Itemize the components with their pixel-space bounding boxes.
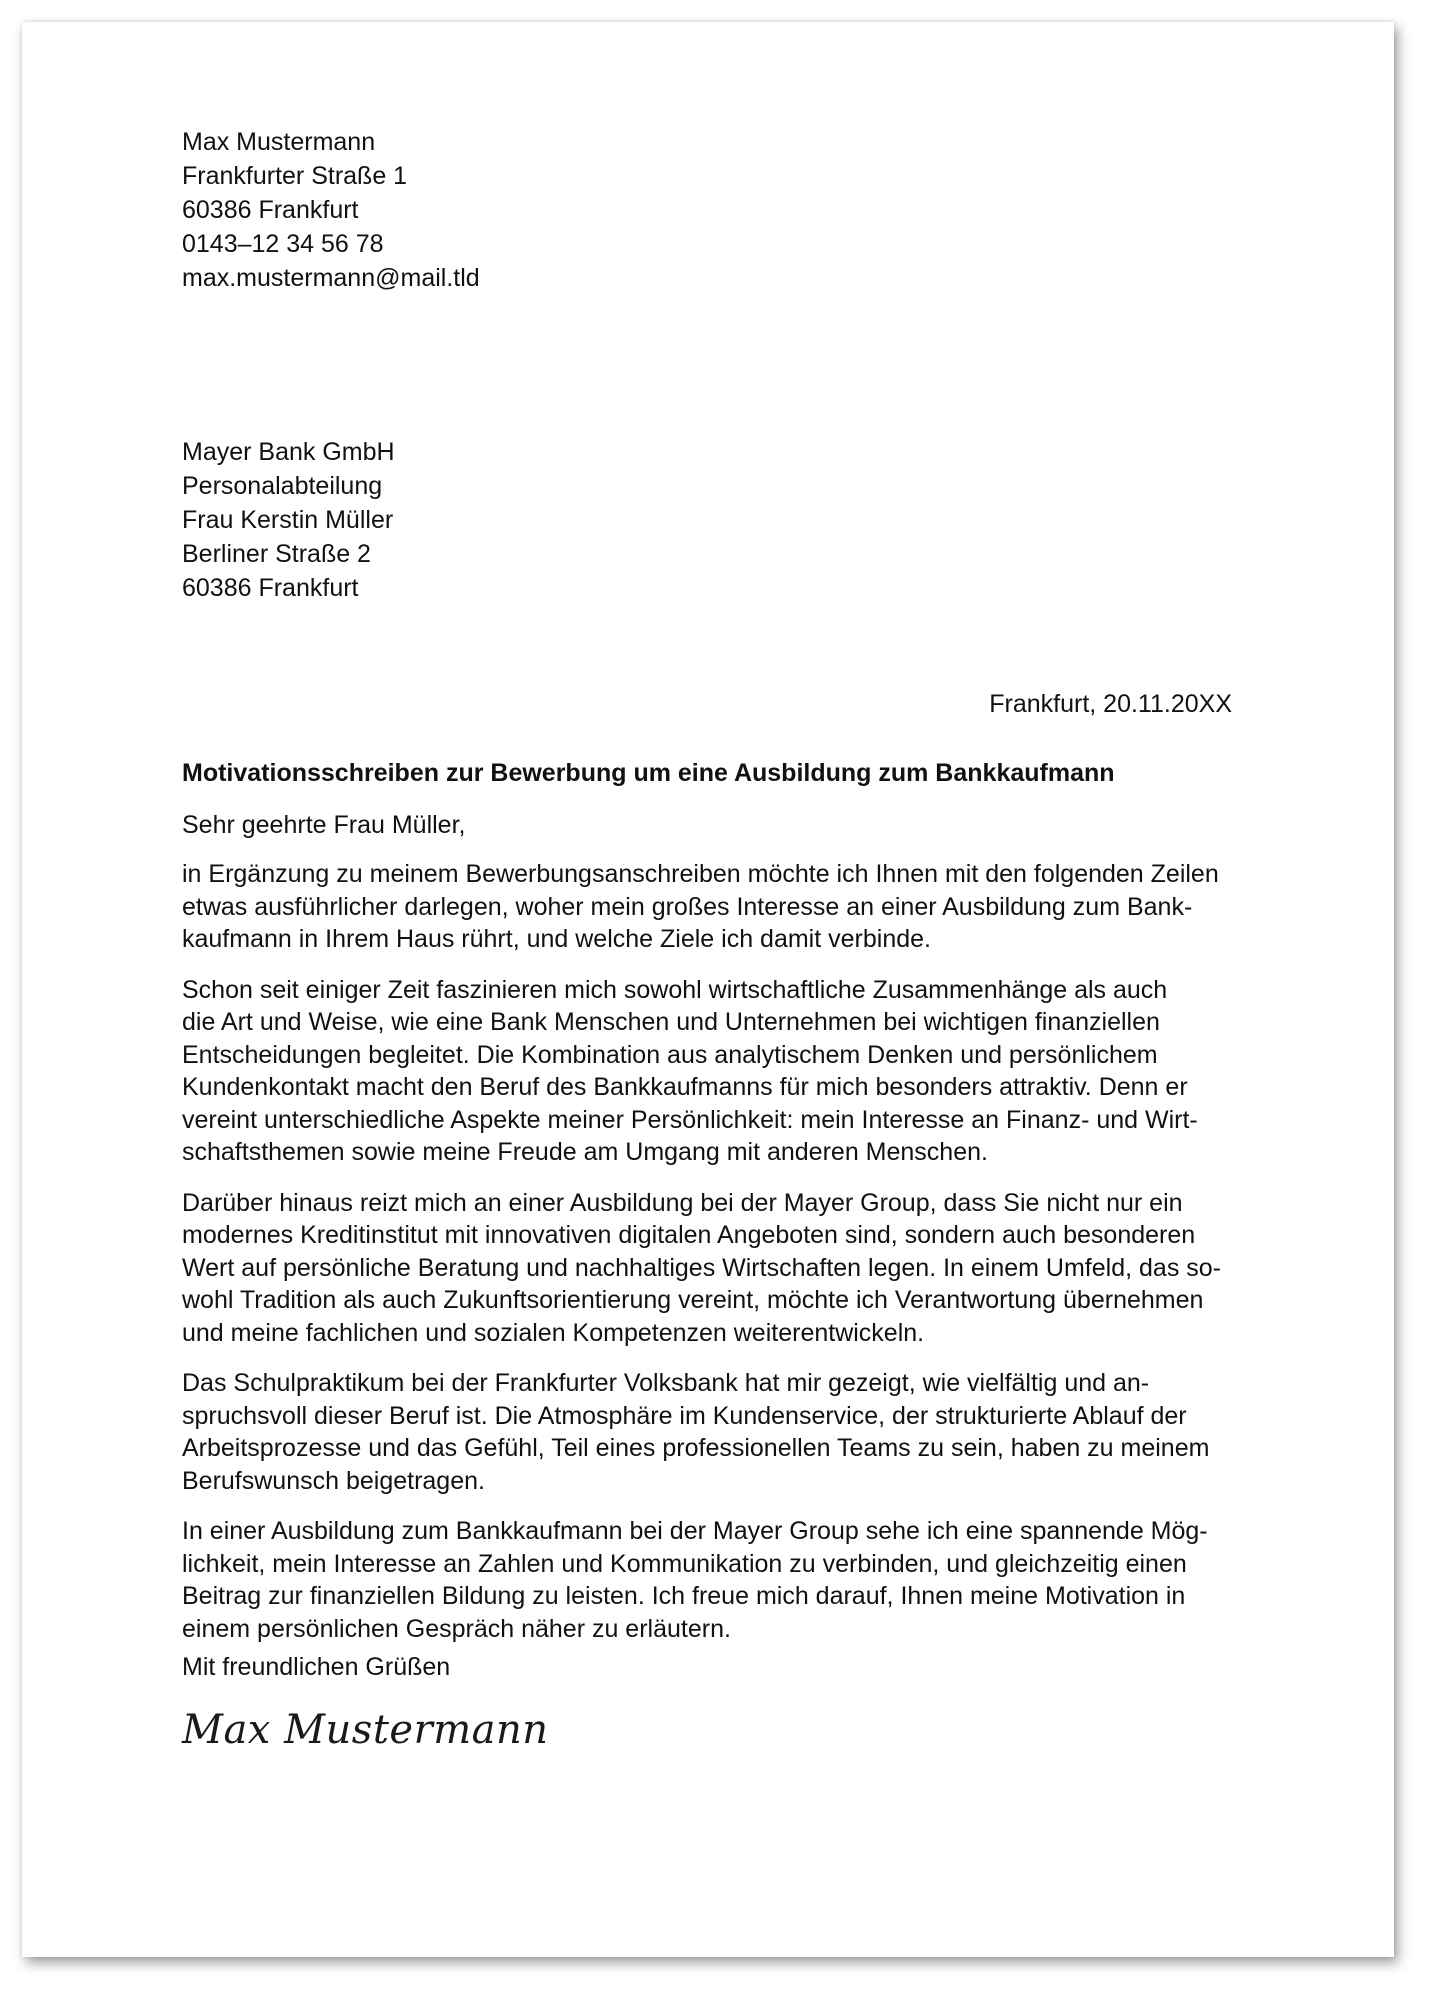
body-paragraph [182,1187,1242,1350]
body-line: Beitrag zur finanziellen Bildung zu leisten. Ich freue mich darauf, Ihnen meine Motivation in [182,1582,1186,1610]
recipient-address [182,435,395,605]
body-line: lichkeit, mein Interesse an Zahlen und Kommunikation zu verbinden, und gleichzeitig einen [182,1549,1187,1578]
sender-name: Max Mustermann [182,128,376,156]
body-line: wohl Tradition als auch Zukunftsorientierung vereint, möchte ich Verantwortung übernehmen [182,1286,1204,1314]
body-line: und meine fachlichen und sozialen Kompetenzen weiterentwickeln. [182,1318,925,1347]
recipient-company: Mayer Bank GmbH [182,438,395,466]
body-line: modernes Kreditinstitut mit innovativen digitalen Angeboten sind, sondern auch besonderen [182,1221,1196,1249]
sender-city: 60386 Frankfurt [182,196,359,224]
letter-closing: Mit freundlichen Grüßen [182,1653,451,1681]
recipient-street: Berliner Straße 2 [182,540,371,568]
body-line: Schon seit einiger Zeit faszinieren mich sowohl wirtschaftliche Zusammenhänge als auch [182,975,1168,1004]
recipient-department: Personalabteilung [182,472,383,500]
sender-email: max.mustermann@mail.tld [182,264,480,292]
body-line: Wert auf persönliche Beratung und nachhaltiges Wirtschaften legen. In einem Umfeld, das so- [182,1253,1221,1282]
sender-street: Frankfurter Straße 1 [182,162,408,190]
body-line: Entscheidungen begleitet. Die Kombination aus analytischem Denken und persönlichem [182,1040,1158,1069]
body-line: Kundenkontakt macht den Beruf des Bankkaufmanns für mich besonders attraktiv. Denn er [182,1073,1188,1101]
letter-date: Frankfurt, 20.11.20XX [989,690,1232,718]
body-line: Darüber hinaus reizt mich an einer Ausbildung bei der Mayer Group, dass Sie nicht nur ein [182,1188,1183,1217]
body-line: vereint unterschiedliche Aspekte meiner Persönlichkeit: mein Interesse an Finanz- und Wirt- [182,1105,1198,1134]
body-paragraph [182,1515,1242,1645]
body-paragraph [182,974,1242,1169]
handwritten-signature: Max Mustermann [182,1707,549,1753]
body-line: kaufmann in Ihrem Haus rührt, und welche Ziele ich damit verbinde. [182,925,931,953]
body-line: die Art und Weise, wie eine Bank Menschen und Unternehmen bei wichtigen finanziellen [182,1008,1160,1036]
letter-body [182,858,1242,1663]
body-line: In einer Ausbildung zum Bankkaufmann bei der Mayer Group sehe ich eine spannende Mög- [182,1517,1208,1545]
body-line: in Ergänzung zu meinem Bewerbungsanschreiben möchte ich Ihnen mit den folgenden Zeilen [182,860,1219,888]
body-line: spruchsvoll dieser Beruf ist. Die Atmosphäre im Kundenservice, der strukturierte Ablauf der [182,1401,1187,1430]
body-line: Berufswunsch beigetragen. [182,1466,485,1495]
body-line: etwas ausführlicher darlegen, woher mein großes Interesse an einer Ausbildung zum Bank- [182,892,1193,921]
body-line: Arbeitsprozesse und das Gefühl, Teil eines professionellen Teams zu sein, haben zu meinem [182,1434,1210,1462]
sender-address [182,125,480,295]
body-paragraph [182,1367,1242,1497]
body-line: schaftsthemen sowie meine Freude am Umgang mit anderen Menschen. [182,1138,988,1166]
recipient-city: 60386 Frankfurt [182,574,359,602]
letter-salutation: Sehr geehrte Frau Müller, [182,811,466,839]
letter-subject: Motivationsschreiben zur Bewerbung um eine Ausbildung zum Bankkaufmann [182,759,1115,787]
letter-page [22,22,1394,1957]
recipient-contact: Frau Kerstin Müller [182,506,394,534]
body-line: einem persönlichen Gespräch näher zu erläutern. [182,1614,731,1643]
body-line: Das Schulpraktikum bei der Frankfurter Volksbank hat mir gezeigt, wie vielfältig und an- [182,1369,1150,1397]
body-paragraph [182,858,1242,956]
sender-phone: 0143–12 34 56 78 [182,230,384,258]
